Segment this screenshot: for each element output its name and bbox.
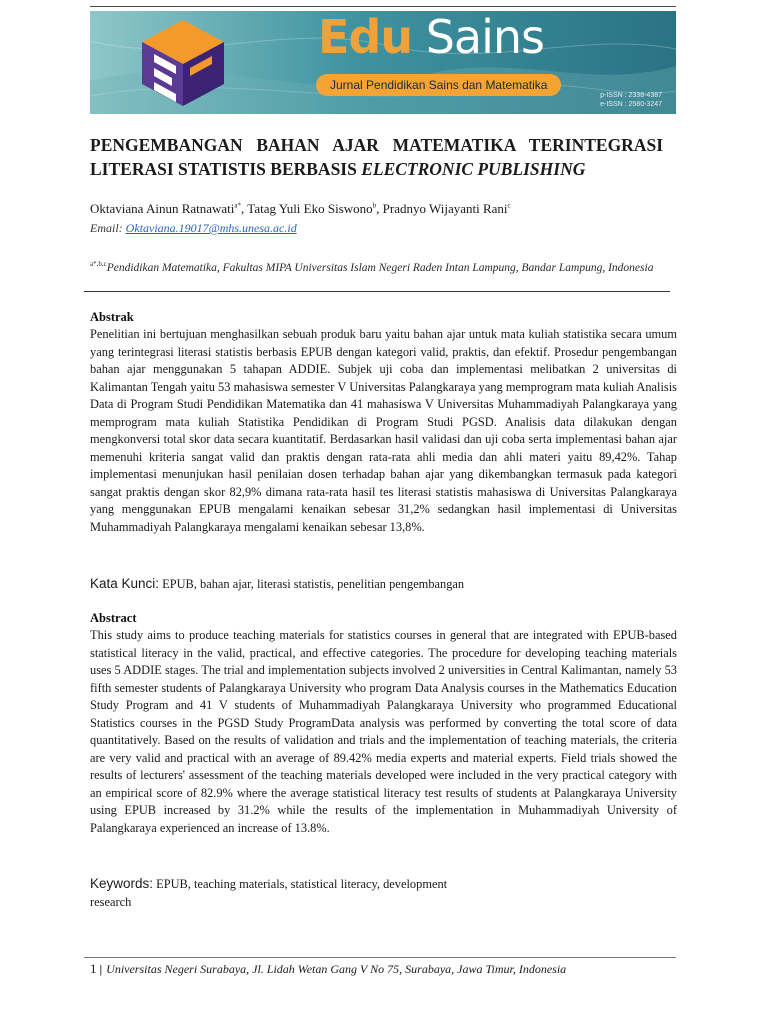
article-title — [90, 133, 663, 181]
corresponding-email — [90, 221, 297, 236]
abstract-heading: Abstract — [90, 611, 137, 625]
header-divider — [84, 291, 670, 292]
author-affil-mark: a* — [234, 201, 242, 210]
issn-block — [600, 91, 662, 109]
kata-kunci-text: EPUB, bahan ajar, literasi statistis, penelitian pengembangan — [159, 577, 465, 591]
title-line-2-normal: LITERASI STATISTIS BERBASIS — [90, 159, 362, 179]
journal-banner — [90, 6, 676, 114]
author-affil-mark: c — [507, 201, 511, 210]
issn-print: p-ISSN : 2338-4387 — [600, 92, 662, 99]
journal-name — [318, 10, 545, 64]
keywords — [90, 875, 490, 911]
email-link[interactable]: Oktaviana.19017@mhs.unesa.ac.id — [125, 221, 297, 235]
footer-address: Universitas Negeri Surabaya, Jl. Lidah Wetan Gang V No 75, Surabaya, Jawa Timur, Indonesia — [106, 962, 567, 976]
kata-kunci — [90, 575, 510, 594]
author-name: Pradnyo Wijayanti Rani — [382, 201, 508, 216]
page-footer — [90, 961, 566, 977]
abstrak-body: Penelitian ini bertujuan menghasilkan sebuah produk baru yaitu bahan ajar untuk mata kuliah statistika secara umum yang terintegrasi literasi statistis berbasis EPUB dengan kategori valid, praktis, dan efektif. Prosedur pengembangan bahan ajar menggunakan 5 tahapan ADDIE. Subjek uji coba dan implementasi melibatkan 2 universitas di Kalimantan Tengah yaitu 53 mahasiswa semester V Universitas Palangkaraya yang memprogram mata kuliah Analisis Data di Program Studi Pendidikan Matematika dan 41 mahasiswa V Universitas Muhammadiyah Palangkaraya yang memprogram mata kuliah Statistika Pendidikan di Program Studi PGSD. Analisis data dilakukan dengan mengkonversi total skor data secara kuantitatif. Berdasarkan hasil validasi dan uji coba serta implementasi bahan ajar memenuhi kriteria sangat valid dan praktis dengan rata-rata ahli media dan ahli materi yaitu 89,42%. Tahap implementasi menunjukan hasil penilaian dosen terhadap bahan ajar yang dikembangkan termasuk pada kategori sangat praktis dengan skor 82,9% dimana rata-rata hasil tes literasi statistis mahasiswa di Universitas Palangkaraya yang menggunakan EPUB mengalami kenaikan sebesar 31,2% sedangkan hasil implementasi di Universitas Muhammadiyah Palangkaraya mengalami kenaikan sebesar 13,8%. — [90, 327, 677, 534]
author-name: Tatag Yuli Eko Siswono — [247, 201, 373, 216]
footer-divider — [84, 957, 676, 958]
email-label: Email: — [90, 221, 126, 235]
keywords-label: Keywords: — [90, 876, 154, 891]
title-line-2 — [90, 157, 663, 181]
kata-kunci-label: Kata Kunci: — [90, 576, 160, 591]
author-name: Oktaviana Ainun Ratnawati — [90, 201, 235, 216]
journal-subtitle: Jurnal Pendidikan Sains dan Matematika — [316, 74, 561, 96]
journal-name-edu: Edu — [318, 10, 413, 64]
abstrak-heading: Abstrak — [90, 310, 134, 324]
page-number: 1 — [90, 961, 97, 976]
title-line-1: PENGEMBANGAN BAHAN AJAR MATEMATIKA TERINTEGRASI — [90, 135, 663, 155]
author-affil-mark: b — [372, 201, 377, 210]
banner-top-rule — [90, 6, 676, 7]
affiliation-text: Pendidikan Matematika, Fakultas MIPA Universitas Islam Negeri Raden Intan Lampung, Bandar Lampung, Indonesia — [106, 261, 654, 274]
keywords-text: EPUB, teaching materials, statistical literacy, development research — [90, 877, 448, 909]
affiliation — [90, 256, 670, 277]
edu-sains-logo-icon — [138, 18, 228, 108]
abstract-body: This study aims to produce teaching materials for statistics courses in general that are integrated with EPUB-based statistical literacy in the valid, practical, and effective categories. The procedure for developing teaching materials uses 5 ADDIE stages. The trial and implementation subjects involved 2 universities in Central Kalimantan, namely 53 fifth semester students of Palangkaraya University who program Data Analysis courses in the Mathematics Education Study Program and 41 V students of Muhammadiyah Palangkaraya University who programmed Educational Statistics courses in the PGSD Study ProgramData analysis was performed by converting the total score of data quantitatively. Based on the results of validation and trials and the implementation of teaching materials, the criteria are very valid and practical with an average of 89.42% media experts and material experts. Field trials showed the results of lecturers' assessment of the teaching materials developed were included in the very practical category with an empirical score of 82.9% where the average statistical literacy test results of students at Palangkaraya University using EPUB increased by 31.2% while the results of the implementation in Muhammadiyah University of Palangkaraya experienced an increase of 13.8%. — [90, 628, 677, 835]
issn-online: e-ISSN : 2580-3247 — [600, 101, 662, 108]
journal-name-sains: Sains — [425, 10, 545, 64]
affiliation-mark: a*,b,c — [90, 260, 107, 268]
author-list: Oktaviana Ainun Ratnawati$^{a*}$, Tatag Yuli Eko Siswono$^b$, Pradnyo Wijayanti Rani$^c$ — [90, 201, 511, 216]
title-line-2-italic: ELECTRONIC PUBLISHING — [361, 159, 586, 179]
footer-separator: | — [99, 962, 103, 976]
